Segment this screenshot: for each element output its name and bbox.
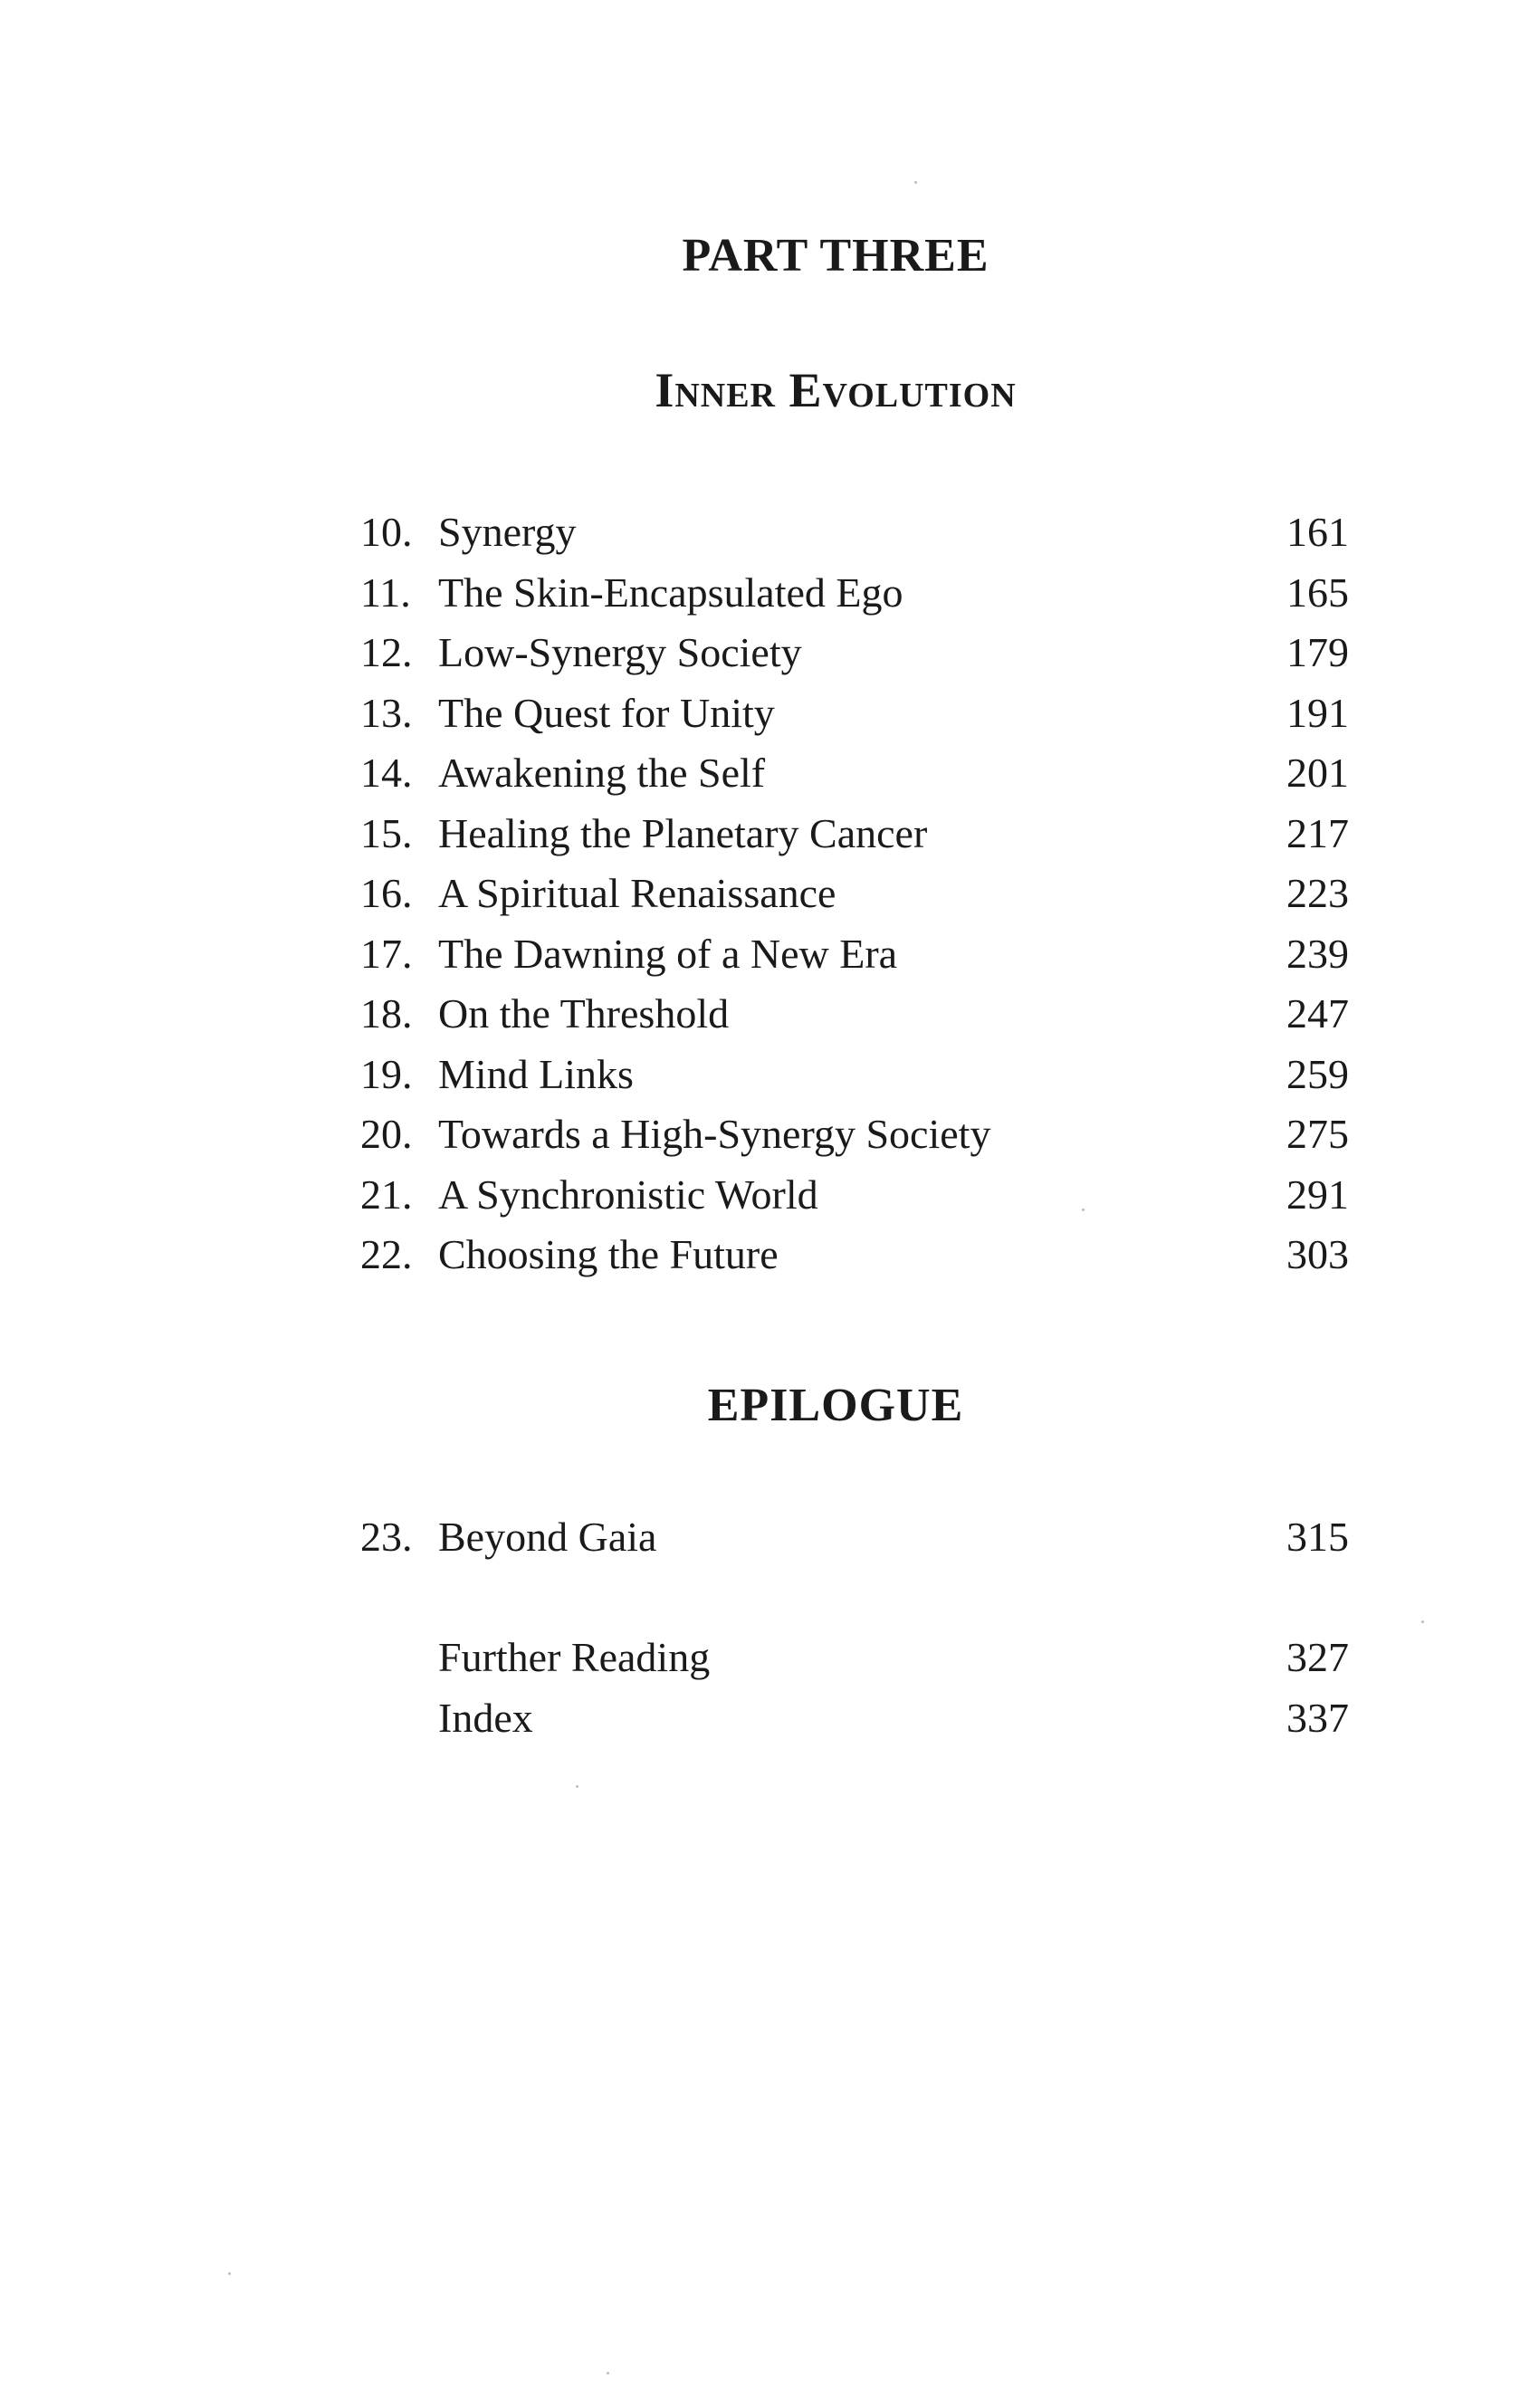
chapter-number: 14. [360, 750, 413, 796]
page-number: 239 [1286, 930, 1349, 977]
chapter-title: Beyond Gaia [438, 1514, 657, 1560]
chapter-title: A Spiritual Renaissance [438, 870, 836, 916]
scan-speck [607, 2372, 609, 2375]
chapter-number: 23. [360, 1514, 413, 1560]
page-number: 315 [1286, 1514, 1349, 1560]
chapter-list [360, 502, 1349, 1285]
toc-entry [360, 502, 1349, 563]
chapter-number: 20. [360, 1111, 413, 1157]
toc-entry [360, 924, 1349, 985]
back-matter-list [360, 1628, 1349, 1748]
chapter-title: Choosing the Future [438, 1231, 779, 1277]
scan-speck [576, 1785, 578, 1788]
page-number: 303 [1286, 1231, 1349, 1277]
chapter-number: 19. [360, 1050, 413, 1097]
chapter-title: Mind Links [438, 1050, 634, 1097]
scan-speck [1082, 1209, 1085, 1211]
back-matter-title: Index [438, 1694, 533, 1741]
page-number: 217 [1286, 809, 1349, 856]
page-number: 191 [1286, 689, 1349, 736]
chapter-title: Healing the Planetary Cancer [438, 809, 928, 856]
chapter-number: 13. [360, 689, 413, 736]
toc-entry [360, 743, 1349, 804]
chapter-title: Synergy [438, 509, 577, 555]
page-number: 201 [1286, 750, 1349, 796]
scan-speck [914, 181, 917, 184]
chapter-number: 12. [360, 629, 413, 675]
chapter-title: A Synchronistic World [438, 1171, 818, 1218]
scan-speck [228, 2272, 231, 2275]
toc-entry [360, 804, 1349, 865]
toc-entry [360, 563, 1349, 624]
page-number: 327 [1286, 1634, 1349, 1680]
scan-speck [1421, 1620, 1424, 1623]
page-number: 247 [1286, 990, 1349, 1037]
chapter-title: Low-Synergy Society [438, 629, 802, 675]
chapter-number: 17. [360, 930, 413, 977]
toc-entry [360, 1688, 1349, 1749]
page-number: 165 [1286, 569, 1349, 616]
chapter-number: 16. [360, 870, 413, 916]
page-number: 179 [1286, 629, 1349, 675]
chapter-title: Awakening the Self [438, 750, 766, 796]
chapter-title: On the Threshold [438, 990, 730, 1037]
toc-entry [360, 1507, 1349, 1568]
toc-entry [360, 1104, 1349, 1165]
page-number: 275 [1286, 1111, 1349, 1157]
page-number: 337 [1286, 1694, 1349, 1741]
chapter-number: 22. [360, 1231, 413, 1277]
toc-entry [360, 623, 1349, 683]
epilogue-list [360, 1507, 1349, 1568]
toc-entry [360, 683, 1349, 744]
chapter-title: Towards a High-Synergy Society [438, 1111, 991, 1157]
page-number: 291 [1286, 1171, 1349, 1218]
chapter-title: The Dawning of a New Era [438, 930, 898, 977]
toc-entry [360, 1225, 1349, 1285]
chapter-title: The Quest for Unity [438, 689, 775, 736]
chapter-number: 18. [360, 990, 413, 1037]
back-matter-title: Further Reading [438, 1634, 711, 1680]
chapter-title: The Skin-Encapsulated Ego [438, 569, 903, 616]
toc-entry [360, 984, 1349, 1045]
part-title: Inner Evolution [655, 363, 1017, 417]
chapter-number: 21. [360, 1171, 413, 1218]
chapter-number: 11. [360, 569, 411, 616]
page-number: 161 [1286, 509, 1349, 555]
page-number: 259 [1286, 1050, 1349, 1097]
epilogue-label: EPILOGUE [707, 1380, 964, 1431]
chapter-number: 10. [360, 509, 413, 555]
toc-entry [360, 1628, 1349, 1688]
page-number: 223 [1286, 870, 1349, 916]
part-label: PART THREE [682, 230, 989, 282]
toc-entry [360, 1045, 1349, 1105]
toc-entry [360, 1165, 1349, 1226]
chapter-number: 15. [360, 809, 413, 856]
toc-entry [360, 864, 1349, 924]
